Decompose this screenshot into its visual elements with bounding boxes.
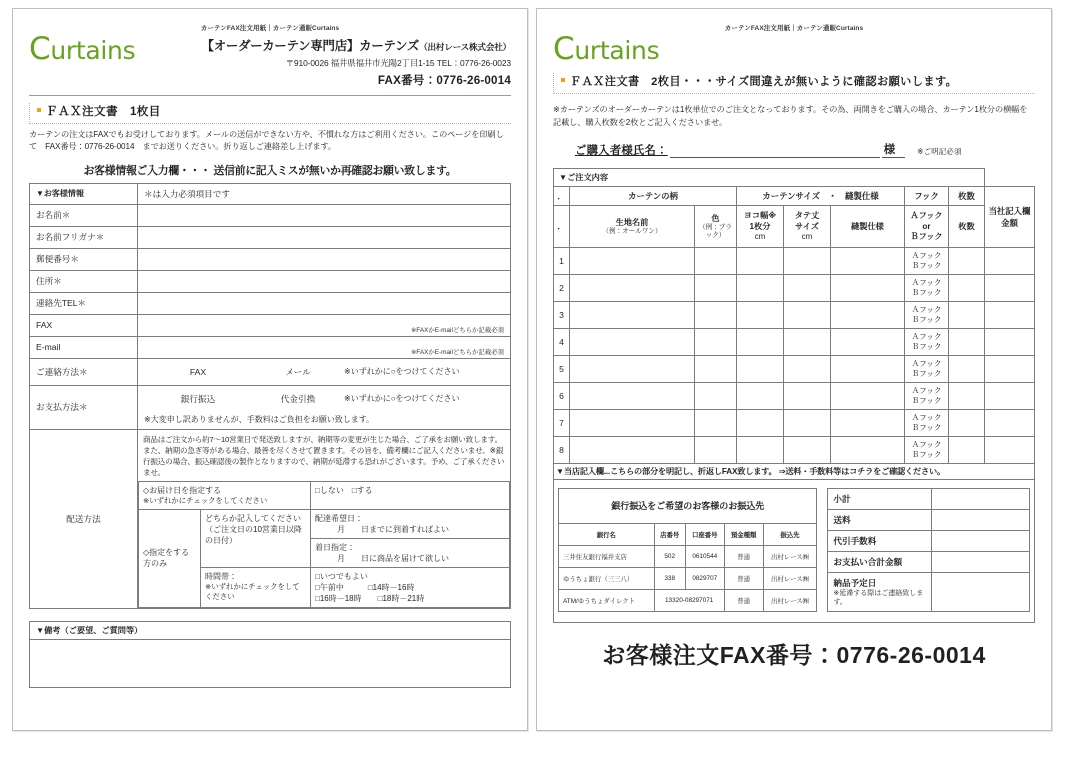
field-label-tel: 連絡先TEL＊ bbox=[30, 292, 138, 314]
buyer-name-input[interactable] bbox=[670, 144, 880, 158]
order-row-amount[interactable] bbox=[985, 410, 1035, 437]
bank-totals-section bbox=[553, 480, 1035, 623]
sub-header-width-sub1: 1枚分 bbox=[749, 221, 771, 231]
table-row bbox=[554, 383, 1035, 410]
buyer-name-note: ※ご明記必須 bbox=[917, 147, 962, 157]
time-slot-cell bbox=[201, 567, 311, 607]
page-right bbox=[536, 8, 1052, 731]
wish-date-line: 月 日までに到着すればよい bbox=[337, 524, 449, 534]
designate-cell bbox=[139, 481, 311, 509]
field-input-fax[interactable] bbox=[138, 314, 511, 336]
sub-header-color-label: 色 bbox=[711, 213, 720, 223]
order-row-hook[interactable] bbox=[905, 275, 949, 302]
order-row-number: 5 bbox=[554, 356, 570, 383]
sub-header-fabric-label: 生地名前 bbox=[615, 217, 649, 227]
field-input-email[interactable] bbox=[138, 336, 511, 358]
contact-method-note: ※いずれかに○をつけてください bbox=[344, 367, 460, 377]
sub-header-color bbox=[695, 206, 737, 248]
order-row-qty[interactable] bbox=[949, 329, 985, 356]
field-label-furigana: お名前フリガナ＊ bbox=[30, 226, 138, 248]
hook-option-a[interactable]: Ａフック bbox=[911, 385, 942, 395]
field-label-fax: FAX bbox=[30, 314, 138, 336]
field-label-address: 住所＊ bbox=[30, 270, 138, 292]
right-section-divider bbox=[553, 73, 1035, 94]
sub-header-color-sub: （例：ブラック） bbox=[699, 223, 732, 239]
field-note-fax: ※FAXかE‐mailどちらか記載必須 bbox=[410, 326, 504, 334]
order-row-hook[interactable] bbox=[905, 329, 949, 356]
order-row-hook[interactable] bbox=[905, 437, 949, 464]
order-row-height[interactable] bbox=[784, 248, 831, 275]
total-value-shipping[interactable] bbox=[932, 510, 1030, 531]
table-row bbox=[554, 464, 1035, 480]
customer-info-table bbox=[29, 183, 511, 609]
curtains-logo-right bbox=[553, 31, 1035, 67]
table-row bbox=[559, 590, 817, 612]
buyer-name-suffix: 様 bbox=[882, 141, 905, 158]
order-row-amount[interactable] bbox=[985, 329, 1035, 356]
order-row-qty[interactable] bbox=[949, 356, 985, 383]
bank-col-payee: 振込先 bbox=[763, 523, 817, 545]
total-label-shipping: 送料 bbox=[828, 510, 932, 531]
order-row-qty[interactable] bbox=[949, 410, 985, 437]
bullet-square-icon-right bbox=[561, 78, 565, 82]
sub-header-height-sub2: cm bbox=[801, 231, 813, 241]
sub-header-hook-or: or bbox=[922, 221, 931, 231]
order-row-color[interactable] bbox=[695, 410, 737, 437]
order-row-spec[interactable] bbox=[831, 437, 905, 464]
bank-table-title: 銀行振込をご希望のお客様のお振込先 bbox=[559, 489, 817, 524]
table-row bbox=[30, 314, 511, 336]
order-contents-table bbox=[553, 168, 1035, 480]
table-row bbox=[30, 336, 511, 358]
order-row-number: 3 bbox=[554, 302, 570, 329]
bank-row-account: 0829707 bbox=[685, 567, 724, 589]
bank-row-type: 普通 bbox=[724, 590, 763, 612]
order-row-fabric[interactable] bbox=[570, 248, 695, 275]
order-row-hook[interactable] bbox=[905, 356, 949, 383]
order-row-height[interactable] bbox=[784, 275, 831, 302]
order-row-width[interactable] bbox=[737, 302, 784, 329]
order-row-number: 8 bbox=[554, 437, 570, 464]
table-row bbox=[828, 552, 1030, 573]
right-section-title-text: ＦＡＸ注文書 2枚目・・・サイズ間違えが無いように確認お願いします。 bbox=[570, 76, 958, 88]
order-row-height[interactable] bbox=[784, 410, 831, 437]
table-row bbox=[554, 248, 1035, 275]
group-header-internal bbox=[985, 187, 1035, 248]
arrive-date-line: 月 日に商品を届けて欲しい bbox=[337, 553, 449, 563]
sub-header-width bbox=[737, 206, 784, 248]
bank-row-name: 三井住友銀行福井支店 bbox=[559, 545, 655, 567]
order-row-qty[interactable] bbox=[949, 248, 985, 275]
sub-header-index: ． bbox=[554, 206, 570, 248]
hook-option-b[interactable]: Ｂフック bbox=[911, 450, 942, 459]
customer-info-note: お客様情報ご入力欄・・・ 送信前に記入ミスが無いか再確認お願い致します。 bbox=[83, 164, 457, 177]
logo-rest: urtains bbox=[50, 36, 136, 65]
company-name bbox=[179, 36, 511, 54]
total-label-cod-fee: 代引手数料 bbox=[828, 531, 932, 552]
order-row-amount[interactable] bbox=[985, 356, 1035, 383]
order-row-amount[interactable] bbox=[985, 383, 1035, 410]
sub-header-qty: 枚数 bbox=[949, 206, 985, 248]
table-row bbox=[554, 302, 1035, 329]
table-row bbox=[828, 573, 1030, 612]
field-input-furigana[interactable] bbox=[138, 226, 511, 248]
group-header-hook: フック bbox=[905, 187, 949, 206]
order-row-color[interactable] bbox=[695, 275, 737, 302]
time-option-morning[interactable]: □午前中 □14時－16時 bbox=[315, 582, 415, 592]
shipping-intro: 商品はご注文から約7～10営業日で発送致しますが、納期等の変更が生じた場合、ご了承をお願い致します。また、納期の急ぎ等がある場合、最善を尽くさせて置きます。その旨を、備考欄にご記入くださいませ。※銀行振込の場合、振込確認後の製作となりますので、納期が延滞する恐れがございます。予め、ご了承くださいませ。 bbox=[143, 434, 505, 477]
hook-option-a[interactable]: Ａフック bbox=[911, 250, 942, 260]
order-row-qty[interactable] bbox=[949, 383, 985, 410]
table-row bbox=[559, 567, 817, 589]
company-fax: FAX番号：0776-26-0014 bbox=[377, 74, 511, 87]
order-row-amount[interactable] bbox=[985, 275, 1035, 302]
totals-table bbox=[827, 488, 1030, 612]
order-row-height[interactable] bbox=[784, 383, 831, 410]
table-row bbox=[828, 489, 1030, 510]
shipping-cell bbox=[138, 429, 511, 608]
order-row-width[interactable] bbox=[737, 248, 784, 275]
order-row-number: 2 bbox=[554, 275, 570, 302]
logo-capital-right: C bbox=[553, 31, 575, 67]
internal-line-1: 当社記入欄 bbox=[988, 206, 1031, 217]
order-caption: ▼ご注文内容 bbox=[554, 169, 985, 187]
group-header-qty: 枚数 bbox=[949, 187, 985, 206]
arrive-date-cell[interactable] bbox=[311, 538, 510, 567]
payment-option-cod[interactable]: 代金引換 bbox=[280, 393, 316, 404]
contact-method-options bbox=[138, 358, 511, 385]
hook-option-a[interactable]: Ａフック bbox=[911, 358, 942, 368]
payment-fee-note: ※大変申し訳ありませんが、手数料はご負担をお願い致します。 bbox=[144, 414, 375, 424]
order-row-width[interactable] bbox=[737, 383, 784, 410]
table-row bbox=[30, 358, 511, 385]
group-header-size-spec: カーテンサイズ ・ 縫製仕様 bbox=[737, 187, 905, 206]
order-row-spec[interactable] bbox=[831, 410, 905, 437]
logo-rest-right: urtains bbox=[574, 36, 660, 65]
table-row bbox=[139, 509, 510, 538]
logo-capital: C bbox=[29, 31, 51, 67]
total-value-cod-fee[interactable] bbox=[932, 531, 1030, 552]
curtains-logo bbox=[29, 31, 179, 67]
site-header-line-right: カーテンFAX注文用紙｜カーテン通販Curtains bbox=[724, 25, 864, 32]
delivery-date-label-text: 納品予定日 bbox=[833, 578, 877, 588]
order-row-number: 4 bbox=[554, 329, 570, 356]
field-input-tel[interactable] bbox=[138, 292, 511, 314]
company-corp: （出村レース株式会社） bbox=[419, 42, 511, 52]
total-value-grand-total[interactable] bbox=[932, 552, 1030, 573]
payment-method-options bbox=[138, 385, 511, 429]
order-row-height[interactable] bbox=[784, 356, 831, 383]
order-row-number: 7 bbox=[554, 410, 570, 437]
left-section-divider bbox=[29, 95, 511, 124]
order-row-hook[interactable] bbox=[905, 410, 949, 437]
payment-option-bank[interactable]: 銀行振込 bbox=[180, 393, 216, 404]
bank-row-payee: 出村レース㈱ bbox=[763, 567, 817, 589]
bank-row-account-atm: 13320-08297071 bbox=[654, 590, 724, 612]
logo-block bbox=[29, 32, 179, 65]
site-header-line: カーテンFAX注文用紙｜カーテン通販Curtains bbox=[200, 25, 340, 32]
bank-row-name: ゆうちょ銀行（三三八） bbox=[559, 567, 655, 589]
table-row bbox=[554, 206, 1035, 248]
sub-header-hook-b: Ｂフック bbox=[910, 231, 943, 241]
field-label-name: お名前＊ bbox=[30, 204, 138, 226]
page-left bbox=[12, 8, 528, 731]
sub-header-width-sub2: cm bbox=[754, 231, 766, 241]
either-sub: （ご注文日の10営業日以降の日付） bbox=[205, 524, 302, 545]
order-row-color[interactable] bbox=[695, 383, 737, 410]
order-row-hook[interactable] bbox=[905, 383, 949, 410]
sub-header-spec: 縫製仕様 bbox=[831, 206, 905, 248]
order-row-hook[interactable] bbox=[905, 248, 949, 275]
field-label-email: E-mail bbox=[30, 336, 138, 358]
internal-line-2: 金額 bbox=[1001, 218, 1018, 229]
field-input-address[interactable] bbox=[138, 270, 511, 292]
shipping-detail-table bbox=[138, 481, 510, 608]
order-row-color[interactable] bbox=[695, 356, 737, 383]
sub-header-hook-a: Ａフック bbox=[910, 211, 943, 221]
hook-option-b[interactable]: Ｂフック bbox=[911, 315, 942, 324]
either-label: どちらか記入してください bbox=[205, 513, 301, 523]
order-row-hook[interactable] bbox=[905, 302, 949, 329]
order-row-spec[interactable] bbox=[831, 383, 905, 410]
company-block bbox=[179, 32, 511, 88]
order-row-color[interactable] bbox=[695, 302, 737, 329]
bank-row-branch: 338 bbox=[654, 567, 685, 589]
table-row bbox=[30, 621, 511, 639]
bank-row-type: 普通 bbox=[724, 567, 763, 589]
store-internal-note: ▼当店記入欄...こちらの部分を明記し、折返しFAX致します。 ⇒送料・手数料等はコチラをご確認ください。 bbox=[554, 464, 1035, 480]
sub-header-width-label: ヨコ幅※ bbox=[743, 211, 777, 221]
table-row bbox=[139, 481, 510, 509]
order-row-height[interactable] bbox=[784, 329, 831, 356]
time-option-anytime[interactable]: □いつでもよい bbox=[315, 571, 368, 581]
table-row bbox=[554, 410, 1035, 437]
order-row-amount[interactable] bbox=[985, 248, 1035, 275]
remarks-table bbox=[29, 621, 511, 688]
order-row-spec[interactable] bbox=[831, 356, 905, 383]
customer-fax-number: お客様注文FAX番号：0776-26-0014 bbox=[602, 642, 986, 669]
bank-row-account: 0610544 bbox=[685, 545, 724, 567]
company-name-text: 【オーダーカーテン専門店】カーテンズ bbox=[201, 39, 420, 53]
sub-header-height-label: タテ丈 bbox=[794, 211, 820, 221]
sub-header-height-sub1: サイズ bbox=[795, 221, 819, 231]
bank-col-name: 銀行名 bbox=[559, 523, 655, 545]
order-row-fabric[interactable] bbox=[570, 329, 695, 356]
order-row-height[interactable] bbox=[784, 437, 831, 464]
bank-row-type: 普通 bbox=[724, 545, 763, 567]
page-left-header bbox=[29, 32, 511, 88]
buyer-name-row bbox=[575, 141, 1035, 158]
total-label-delivery-date bbox=[828, 573, 932, 612]
order-row-color[interactable] bbox=[695, 437, 737, 464]
order-row-number: 6 bbox=[554, 383, 570, 410]
only-designate-label: ◇指定をする方のみ bbox=[139, 509, 201, 607]
time-option-evening[interactable]: □16時－18時 □18時－21時 bbox=[315, 593, 425, 603]
field-input-name[interactable] bbox=[138, 204, 511, 226]
left-section-title bbox=[29, 103, 511, 124]
designate-options[interactable]: □しない □する bbox=[311, 481, 510, 509]
wish-date-label: 配達希望日： bbox=[315, 513, 363, 523]
order-row-qty[interactable] bbox=[949, 302, 985, 329]
table-row bbox=[554, 169, 1035, 187]
order-row-fabric[interactable] bbox=[570, 437, 695, 464]
order-row-fabric[interactable] bbox=[570, 383, 695, 410]
customer-info-header-label: ▼お客様情報 bbox=[30, 183, 138, 204]
field-label-postal: 郵便番号＊ bbox=[30, 248, 138, 270]
hook-option-b[interactable]: Ｂフック bbox=[911, 288, 942, 297]
table-row bbox=[828, 531, 1030, 552]
order-row-fabric[interactable] bbox=[570, 275, 695, 302]
designate-sub: ※いずれかにチェックをしてください bbox=[143, 495, 268, 505]
sub-header-fabric-sub: （例：オールワン） bbox=[602, 227, 662, 235]
remarks-input[interactable] bbox=[30, 639, 511, 687]
table-row bbox=[30, 204, 511, 226]
contact-option-fax[interactable]: FAX bbox=[189, 366, 207, 377]
shipping-label: 配送方法 bbox=[30, 429, 138, 608]
table-row bbox=[30, 429, 511, 608]
order-row-color[interactable] bbox=[695, 248, 737, 275]
bank-col-branch: 店番号 bbox=[654, 523, 685, 545]
total-value-delivery-date[interactable] bbox=[932, 573, 1030, 612]
delivery-date-note: ※延滞する際はご連絡致します。 bbox=[833, 590, 924, 607]
order-row-width[interactable] bbox=[737, 410, 784, 437]
order-row-width[interactable] bbox=[737, 437, 784, 464]
left-lead-text: カーテンの注文はFAXでもお受けしております。メールの送信ができない方や、不慣れな方はご利用ください。このページを印刷して FAX番号：0776-26-0014 までお送りください。折り返しご連絡差し上げます。 bbox=[29, 130, 504, 152]
table-row bbox=[30, 385, 511, 429]
bank-row-branch: 502 bbox=[654, 545, 685, 567]
table-row bbox=[30, 292, 511, 314]
remarks-header: ▼備考（ご要望、ご質問等） bbox=[30, 621, 511, 639]
bank-col-type: 預金種類 bbox=[724, 523, 763, 545]
total-value-subtotal[interactable] bbox=[932, 489, 1030, 510]
table-row bbox=[554, 356, 1035, 383]
hook-option-a[interactable]: Ａフック bbox=[911, 304, 942, 314]
bank-totals-wrap bbox=[554, 480, 1034, 622]
right-section-title bbox=[553, 73, 1035, 94]
hook-option-a[interactable]: Ａフック bbox=[911, 439, 942, 449]
left-section-title-text: ＦＡＸ注文書 1枚目 bbox=[46, 105, 161, 118]
order-row-amount[interactable] bbox=[985, 302, 1035, 329]
contact-method-row bbox=[144, 363, 504, 381]
table-row bbox=[554, 329, 1035, 356]
order-row-fabric[interactable] bbox=[570, 302, 695, 329]
order-row-height[interactable] bbox=[784, 302, 831, 329]
payment-method-label: お支払方法＊ bbox=[30, 385, 138, 429]
hook-option-b[interactable]: Ｂフック bbox=[911, 369, 942, 378]
table-row bbox=[30, 226, 511, 248]
table-row bbox=[30, 270, 511, 292]
table-row bbox=[559, 523, 817, 545]
order-row-qty[interactable] bbox=[949, 437, 985, 464]
table-row-header bbox=[30, 183, 511, 204]
field-input-postal[interactable] bbox=[138, 248, 511, 270]
order-row-spec[interactable] bbox=[831, 248, 905, 275]
table-row bbox=[554, 437, 1035, 464]
group-header-pattern: カーテンの柄 bbox=[570, 187, 737, 206]
either-cell bbox=[201, 509, 311, 567]
order-row-qty[interactable] bbox=[949, 275, 985, 302]
bullet-square-icon bbox=[37, 108, 41, 112]
time-slot-sub: ※いずれかにチェックをしてください bbox=[205, 581, 300, 601]
table-row bbox=[30, 248, 511, 270]
field-note-email: ※FAXかE‐mailどちらか記載必須 bbox=[410, 348, 504, 356]
sub-header-hook bbox=[905, 206, 949, 248]
table-row bbox=[30, 639, 511, 687]
bank-col-account: 口座番号 bbox=[685, 523, 724, 545]
total-label-grand-total: お支払い合計金額 bbox=[828, 552, 932, 573]
hook-option-a[interactable]: Ａフック bbox=[911, 277, 942, 287]
hook-option-b[interactable]: Ｂフック bbox=[911, 396, 942, 405]
contact-option-mail[interactable]: メール bbox=[285, 366, 311, 377]
order-row-spec[interactable] bbox=[831, 302, 905, 329]
hook-option-b[interactable]: Ｂフック bbox=[911, 261, 942, 270]
arrive-date-label: 着日指定： bbox=[315, 542, 355, 552]
order-row-width[interactable] bbox=[737, 275, 784, 302]
payment-method-row bbox=[144, 390, 504, 408]
time-slot-label: 時間帯： bbox=[205, 571, 237, 581]
table-row bbox=[559, 545, 817, 567]
order-row-amount[interactable] bbox=[985, 437, 1035, 464]
table-row bbox=[554, 187, 1035, 206]
bank-row-name: ATM/ゆうちょダイレクト bbox=[559, 590, 655, 612]
contact-method-label: ご連絡方法＊ bbox=[30, 358, 138, 385]
buyer-name-label: ご購入者様氏名： bbox=[575, 145, 668, 158]
order-row-width[interactable] bbox=[737, 329, 784, 356]
order-row-color[interactable] bbox=[695, 329, 737, 356]
bank-row-payee: 出村レース㈱ bbox=[763, 590, 817, 612]
wish-date-cell[interactable] bbox=[311, 509, 510, 538]
sub-header-fabric bbox=[570, 206, 695, 248]
payment-method-note: ※いずれかに○をつけてください bbox=[344, 394, 460, 404]
order-row-fabric[interactable] bbox=[570, 356, 695, 383]
table-row bbox=[828, 510, 1030, 531]
order-row-width[interactable] bbox=[737, 356, 784, 383]
sub-header-height bbox=[784, 206, 831, 248]
group-header-index: ． bbox=[554, 187, 570, 206]
order-row-spec[interactable] bbox=[831, 275, 905, 302]
order-row-number: 1 bbox=[554, 248, 570, 275]
hook-option-a[interactable]: Ａフック bbox=[911, 331, 942, 341]
bank-row-payee: 出村レース㈱ bbox=[763, 545, 817, 567]
bank-transfer-table bbox=[558, 488, 817, 612]
designate-label: ◇お届け日を指定する bbox=[143, 485, 222, 495]
order-row-fabric[interactable] bbox=[570, 410, 695, 437]
time-slot-options[interactable] bbox=[311, 567, 510, 607]
customer-info-header-note: ＊は入力必須項目です bbox=[138, 183, 511, 204]
hook-option-b[interactable]: Ｂフック bbox=[911, 423, 942, 432]
right-lead-text: ※カーテンズのオーダーカーテンは1枚単位でのご注文となっております。その為、両開きをご購入の場合、カーテン1枚分の横幅を記載し、購入枚数を2枚とご記入くださいませ。 bbox=[553, 105, 1028, 128]
hook-option-b[interactable]: Ｂフック bbox=[911, 342, 942, 351]
order-row-spec[interactable] bbox=[831, 329, 905, 356]
table-row bbox=[559, 489, 817, 524]
total-label-subtotal: 小計 bbox=[828, 489, 932, 510]
table-row bbox=[554, 275, 1035, 302]
hook-option-a[interactable]: Ａフック bbox=[911, 412, 942, 422]
company-address: 〒910-0026 福井県福井市光陽2丁目1-15 TEL：0776-26-0023 bbox=[285, 58, 511, 68]
